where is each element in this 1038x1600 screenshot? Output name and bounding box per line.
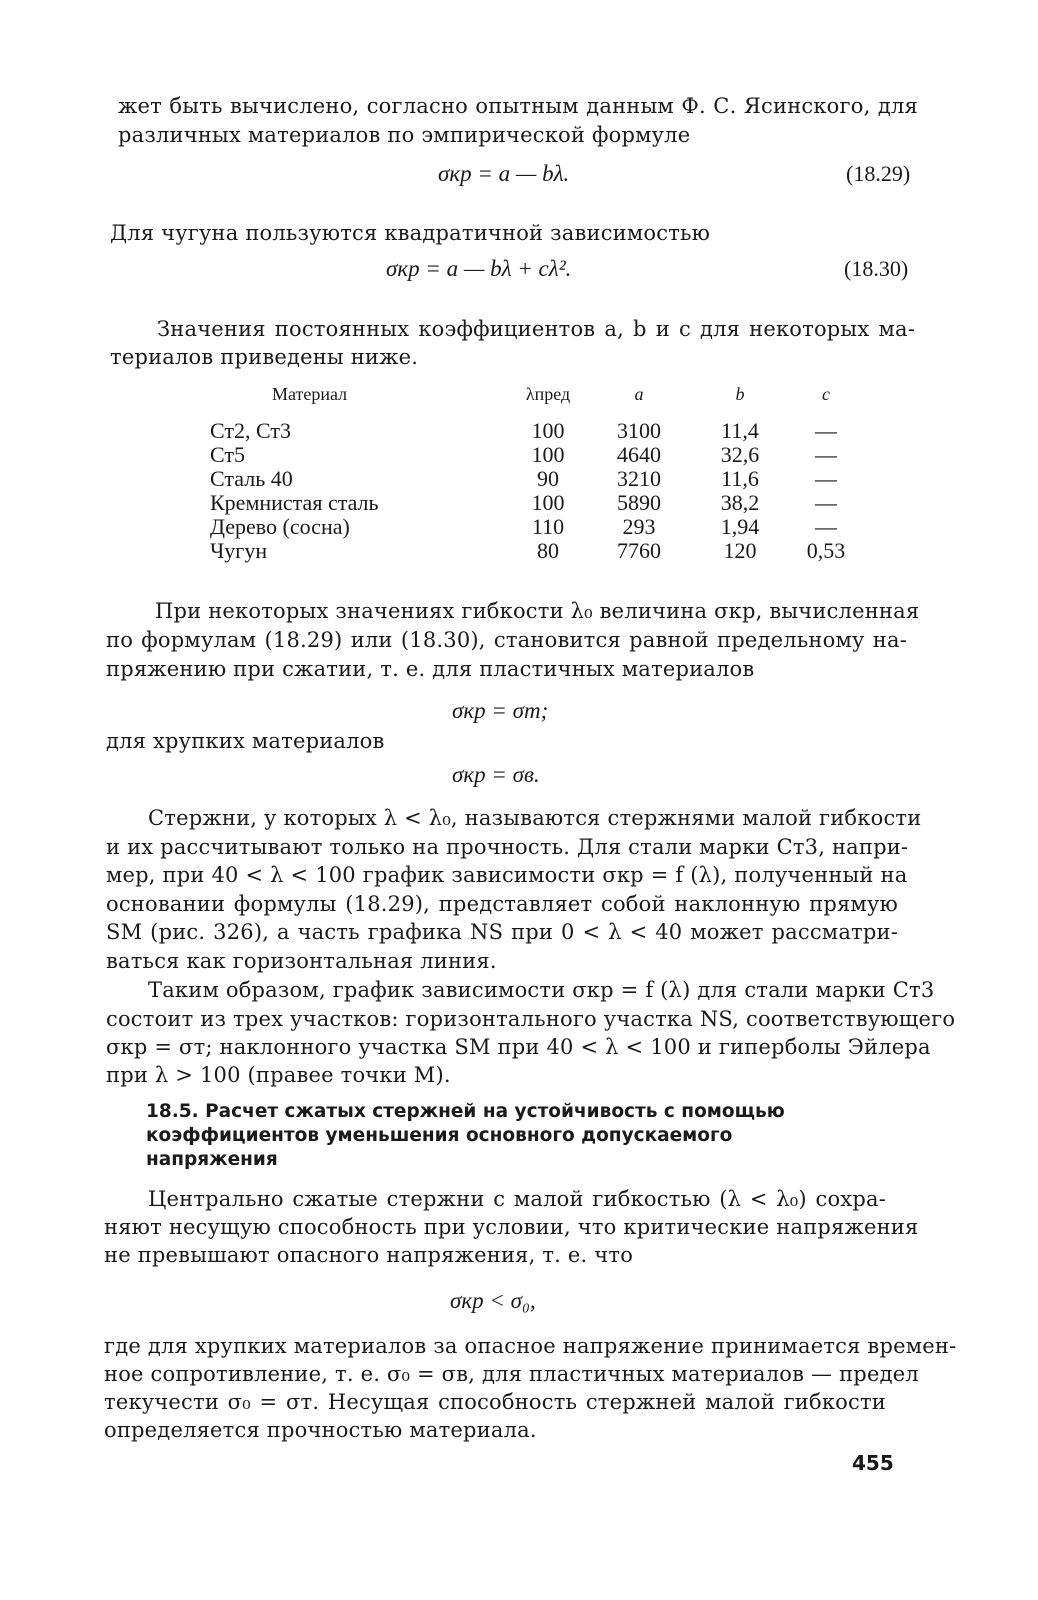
table-cell: Ст2, Ст3 <box>210 418 291 443</box>
table-cell: 4640 <box>617 442 661 467</box>
formula-18-29: σкр = a — bλ. <box>438 161 570 186</box>
table-row <box>210 491 866 515</box>
table-cell: Кремнистая сталь <box>210 490 379 515</box>
text-line: SM (рис. 326), а часть графика NS при 0 < λ < 40 может рассматри- <box>106 920 898 944</box>
text-line: ваться как горизонтальная линия. <box>106 949 497 973</box>
table-cell: — <box>815 514 837 539</box>
text-line: ное сопротивление, т. е. σ₀ = σв, для пластичных материалов — предел <box>104 1362 919 1386</box>
table-cell: 3210 <box>617 466 661 491</box>
formula-18-30: σкр = a — bλ + cλ². <box>386 256 572 281</box>
equation-number: (18.30) <box>844 256 909 281</box>
heading-line: 18.5. Расчет сжатых стержней на устойчивость с помощью <box>146 1101 785 1122</box>
equation-number: (18.29) <box>846 161 911 186</box>
text-line: Стержни, у которых λ < λ₀, называются стержнями малой гибкости <box>148 806 922 830</box>
table-cell: 0,53 <box>806 538 846 563</box>
table-cell: 110 <box>531 514 565 539</box>
table-cell: Чугун <box>210 538 268 563</box>
text-line: Для чугуна пользуются квадратичной зависимостью <box>110 221 711 245</box>
table-cell: — <box>815 490 837 515</box>
formula-critical: σкр < σ₀, <box>450 1288 536 1313</box>
section-heading <box>146 1100 786 1172</box>
table-row <box>210 539 866 563</box>
text-line: не превышают опасного напряжения, т. е. что <box>104 1243 634 1267</box>
table-header-cell: Материал <box>272 384 348 404</box>
text-line: состоит из трех участков: горизонтального участка NS, соответствующего <box>106 1007 956 1031</box>
table-cell: 32,6 <box>720 442 760 467</box>
table-header-cell: c <box>822 384 830 404</box>
text-line: σкр = σт; наклонного участка SM при 40 < λ < 100 и гиперболы Эйлера <box>106 1035 931 1059</box>
text-line: где для хрупких материалов за опасное напряжение принимается времен- <box>104 1334 957 1358</box>
table-cell: 80 <box>537 538 559 563</box>
text-line: текучести σ₀ = σт. Несущая способность стержней малой гибкости <box>104 1390 886 1414</box>
table-row <box>210 515 866 539</box>
table-cell: 1,94 <box>720 514 760 539</box>
table-header-cell: λпред <box>525 384 571 404</box>
text-line: и их рассчитывают только на прочность. Для стали марки Ст3, напри- <box>106 835 909 859</box>
heading-line: напряжения <box>146 1149 278 1170</box>
text-line: мер, при 40 < λ < 100 график зависимости σкр = f (λ), полученный на <box>106 863 908 887</box>
text-line: основании формулы (18.29), представляет собой наклонную прямую <box>106 892 898 916</box>
table-cell: 100 <box>531 490 565 515</box>
table-cell: 100 <box>531 418 565 443</box>
table-cell: 38,2 <box>720 490 760 515</box>
table-header-cell: a <box>634 384 644 404</box>
table-cell: — <box>815 418 837 443</box>
table-header-row <box>210 384 866 419</box>
heading-line: коэффициентов уменьшения основного допускаемого <box>146 1125 733 1146</box>
text-line: При некоторых значениях гибкости λ₀ величина σкр, вычисленная <box>155 599 920 623</box>
table-cell: 293 <box>622 514 656 539</box>
text-line: по формулам (18.29) или (18.30), становится равной предельному на- <box>106 628 907 652</box>
table-cell: 11,6 <box>721 466 759 491</box>
text-line: Таким образом, график зависимости σкр = f (λ) для стали марки Ст3 <box>148 978 935 1002</box>
table-cell: 90 <box>537 466 559 491</box>
table-cell: 7760 <box>617 538 661 563</box>
coefficients-table <box>210 384 866 563</box>
page-number: 455 <box>852 1451 894 1475</box>
table-row <box>210 443 866 467</box>
table-cell: Дерево (сосна) <box>210 514 350 539</box>
table-cell: Ст5 <box>210 442 245 467</box>
formula-ultimate: σкр = σв. <box>452 762 540 787</box>
table-cell: 100 <box>531 442 565 467</box>
table-row <box>210 419 866 443</box>
text-line: жет быть вычислено, согласно опытным данным Ф. С. Ясинского, для <box>118 94 918 118</box>
table-cell: — <box>815 442 837 467</box>
text-line: для хрупких материалов <box>106 729 385 753</box>
formula-yield: σкр = σт; <box>452 698 549 723</box>
table-header-cell: b <box>735 384 745 404</box>
text-line: Центрально сжатые стержни с малой гибкостью (λ < λ₀) сохра- <box>148 1187 886 1211</box>
table-cell: 5890 <box>617 490 661 515</box>
table-cell: 11,4 <box>721 418 759 443</box>
text-line: няют несущую способность при условии, что критические напряжения <box>104 1215 919 1239</box>
text-line: при λ > 100 (правее точки M). <box>106 1063 451 1087</box>
table-cell: 3100 <box>617 418 661 443</box>
table-cell: Сталь 40 <box>210 466 293 491</box>
text-line: пряжению при сжатии, т. е. для пластичных материалов <box>106 657 755 681</box>
text-line: Значения постоянных коэффициентов a, b и c для некоторых ма- <box>157 317 915 341</box>
table-row <box>210 467 866 491</box>
text-line: териалов приведены ниже. <box>110 345 419 369</box>
text-line: определяется прочностью материала. <box>104 1418 537 1442</box>
table-cell: — <box>815 466 837 491</box>
table-cell: 120 <box>723 538 757 563</box>
text-line: различных материалов по эмпирической формуле <box>118 123 691 147</box>
